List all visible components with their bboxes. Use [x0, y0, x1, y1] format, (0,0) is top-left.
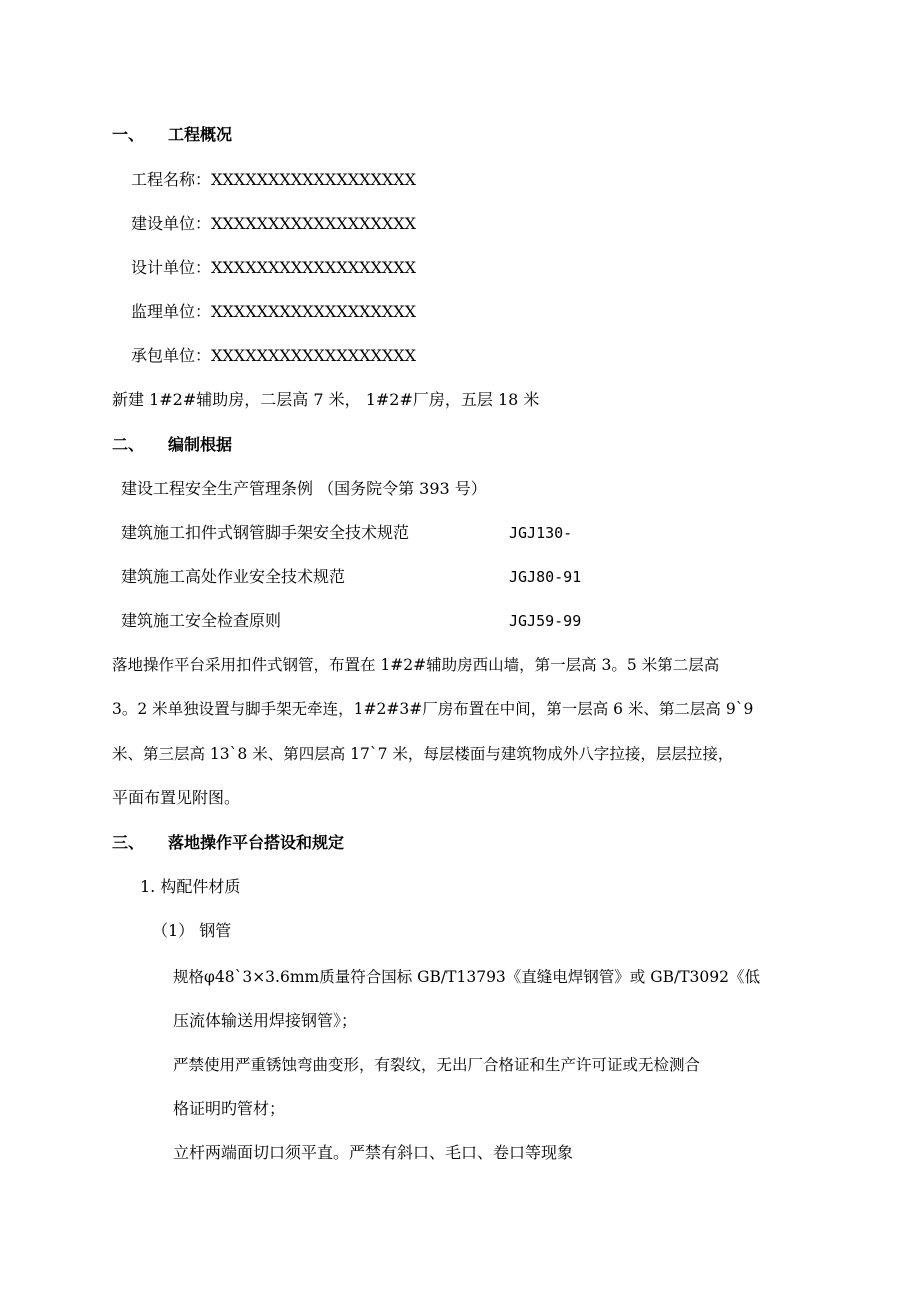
steel-pipe-spec-line: 严禁使用严重锈蚀弯曲变形，有裂纹，无出厂合格证和生产许可证或无检测合 [173, 1056, 701, 1074]
steel-pipe-spec-line: 规格φ48`3×3.6mm质量符合国标 GB/T13793《直缝电焊钢管》或 GB/T3092《低 [173, 968, 760, 986]
platform-description-line: 米、第三层高 13`8 米、第四层高 17`7 米，每层楼面与建筑物成外八字拉接，层层拉接， [112, 745, 734, 763]
row-value: XXXXXXXXXXXXXXXXXX [211, 258, 417, 277]
section-3-title: 落地操作平台搭设和规定 [168, 833, 345, 852]
reference-name: 建筑施工扣件式钢管脚手架安全技术规范 [121, 523, 410, 542]
row-label: 设计单位： [131, 258, 212, 277]
subsection-heading: 1. 构配件材质 [140, 877, 241, 896]
reference-name: 建设工程安全生产管理条例 （国务院令第 393 号） [121, 479, 487, 498]
reference-name: 建筑施工高处作业安全技术规范 [121, 567, 346, 586]
section-2-title: 编制根据 [168, 435, 233, 454]
construction-unit-row [131, 214, 416, 234]
design-unit-row [131, 258, 416, 278]
row-value: XXXXXXXXXXXXXXXXXX [211, 170, 417, 189]
project-name-row [131, 170, 416, 190]
steel-pipe-spec-line: 立杆两端面切口须平直。严禁有斜口、毛口、卷口等现象 [173, 1143, 574, 1162]
reference-name: 建筑施工安全检查原则 [121, 611, 282, 630]
steel-pipe-spec-line: 格证明旳管材； [173, 1099, 286, 1118]
row-label: 建设单位： [131, 214, 212, 233]
reference-item [121, 567, 821, 587]
platform-description-line: 3。2 米单独设置与脚手架无牵连，1#2#3#厂房布置在中间，第一层高 6 米、第二层高 9`9 [112, 700, 754, 718]
reference-code: JGJ59-99 [509, 612, 582, 630]
reference-item [121, 523, 821, 543]
section-1-heading [0, 125, 920, 145]
contractor-unit-row [131, 346, 416, 366]
row-label: 承包单位： [131, 346, 212, 365]
row-value: XXXXXXXXXXXXXXXXXX [211, 302, 417, 321]
section-2-number: 二、 [112, 435, 145, 454]
row-label: 工程名称： [131, 170, 212, 189]
reference-code: JGJ130- [509, 524, 573, 542]
platform-description-line: 平面布置见附图。 [112, 788, 241, 807]
subsection-item-heading: （1） 钢管 [152, 921, 232, 940]
row-label: 监理单位： [131, 302, 212, 321]
supervision-unit-row [131, 302, 416, 322]
section-1-title: 工程概况 [168, 125, 233, 144]
section-3-number: 三、 [112, 833, 145, 852]
section-3-heading [0, 833, 920, 853]
project-note: 新建 1#2#辅助房，二层高 7 米， 1#2#厂房，五层 18 米 [112, 390, 540, 409]
reference-item [121, 479, 487, 499]
section-1-number: 一、 [112, 125, 145, 144]
section-2-heading [0, 435, 920, 455]
steel-pipe-spec-line: 压流体输送用焊接钢管》； [173, 1011, 358, 1030]
reference-item [121, 611, 821, 631]
row-value: XXXXXXXXXXXXXXXXXX [211, 214, 417, 233]
reference-code: JGJ80-91 [509, 568, 582, 586]
row-value: XXXXXXXXXXXXXXXXXX [211, 346, 417, 365]
platform-description-line: 落地操作平台采用扣件式钢管，布置在 1#2#辅助房西山墙，第一层高 3。5 米第二层高 [112, 656, 720, 674]
